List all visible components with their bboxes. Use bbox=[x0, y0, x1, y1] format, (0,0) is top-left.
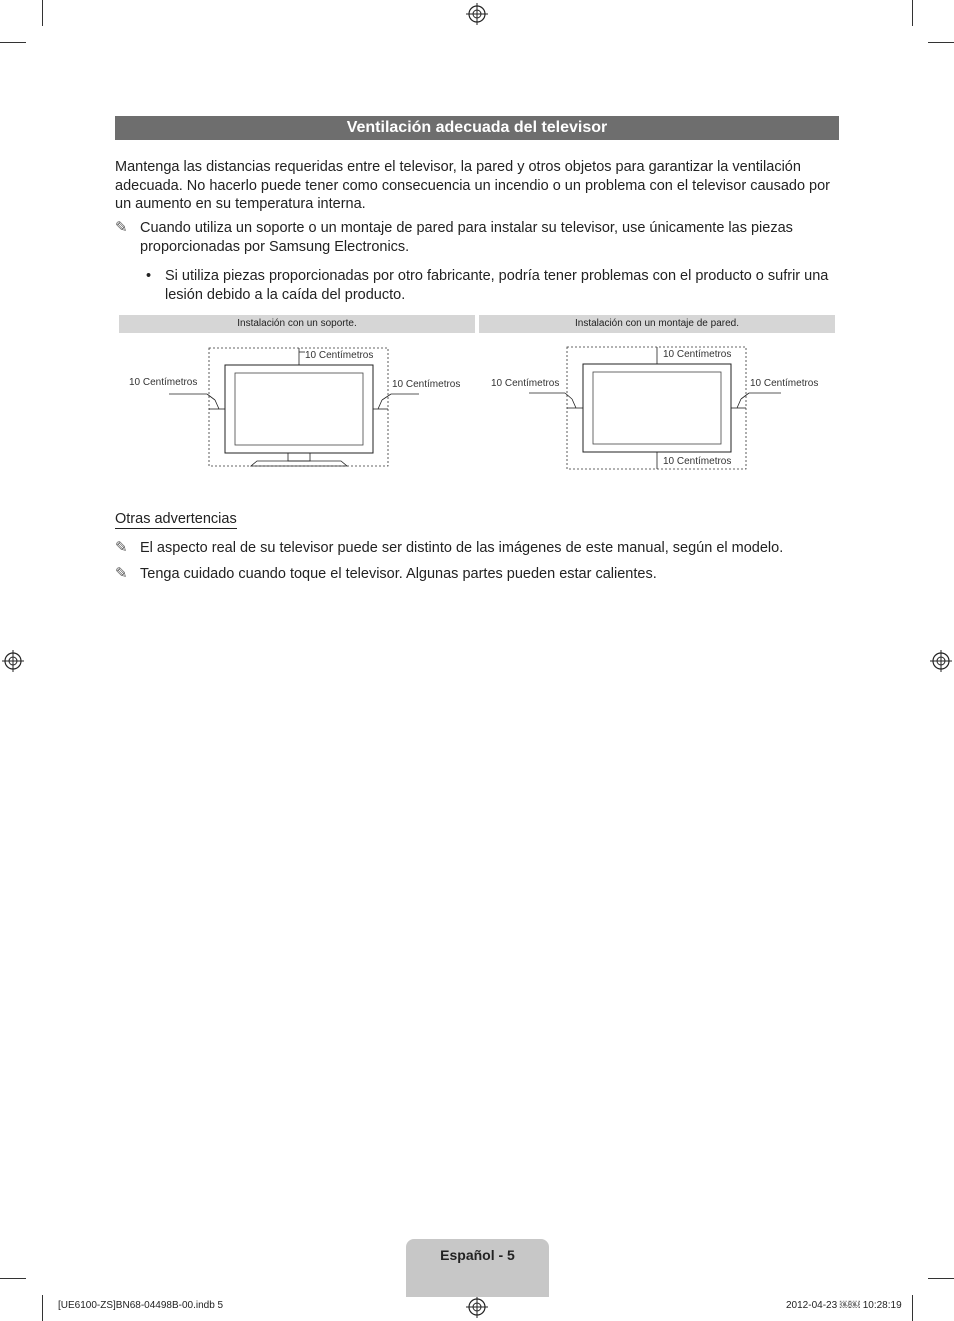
warning-item: El aspecto real de su televisor puede ser distinto de las imágenes de este manual, según el modelo. bbox=[140, 540, 784, 556]
crop-mark bbox=[912, 1295, 913, 1321]
crop-mark bbox=[42, 1295, 43, 1321]
clearance-boundary bbox=[567, 347, 746, 469]
wall-mount-diagram bbox=[479, 340, 835, 472]
note-icon: ✎ bbox=[115, 565, 128, 582]
registration-mark-icon bbox=[2, 650, 24, 672]
stand-installation-diagram bbox=[119, 340, 475, 472]
tv-base bbox=[251, 461, 347, 466]
warnings-title: Otras advertencias bbox=[115, 511, 237, 527]
stand-left-clearance-label: 10 Centímetros bbox=[129, 377, 198, 388]
tv-body bbox=[583, 364, 731, 452]
diagram-title-wall: Instalación con un montaje de pared. bbox=[479, 315, 835, 333]
tv-neck bbox=[288, 453, 310, 461]
stand-right-clearance-label: 10 Centímetros bbox=[392, 379, 461, 390]
wall-bottom-clearance-label: 10 Centímetros bbox=[663, 456, 732, 467]
intro-paragraph: Mantenga las distancias requeridas entre el televisor, la pared y otros objetos para garantizar la ventilación adecuada. No hacerlo puede tener como consecuencia un incendio o un problema con el televisor causado por un aumento en su temperatura interna. bbox=[115, 159, 830, 212]
crop-mark bbox=[0, 42, 26, 43]
crop-mark bbox=[912, 0, 913, 26]
wall-left-clearance-label: 10 Centímetros bbox=[491, 378, 560, 389]
footer-file-info: [UE6100-ZS]BN68-04498B-00.indb 5 bbox=[58, 1300, 224, 1311]
registration-mark-icon bbox=[466, 3, 488, 25]
wall-top-clearance-label: 10 Centímetros bbox=[663, 349, 732, 360]
wall-right-clearance-label: 10 Centímetros bbox=[750, 378, 819, 389]
note-icon: ✎ bbox=[115, 219, 128, 236]
page-number-tab bbox=[406, 1239, 549, 1297]
crop-mark bbox=[928, 1278, 954, 1279]
section-title: Ventilación adecuada del televisor bbox=[115, 116, 839, 140]
clearance-boundary bbox=[209, 348, 388, 466]
diagram-title-stand: Instalación con un soporte. bbox=[119, 315, 475, 333]
note-text: Cuando utiliza un soporte o un montaje de pared para instalar su televisor, use únicamente las piezas proporcionadas por Samsung Electronics. bbox=[140, 220, 793, 255]
crop-mark bbox=[928, 42, 954, 43]
stand-top-clearance-label: 10 Centímetros bbox=[305, 350, 374, 361]
registration-mark-icon bbox=[466, 1296, 488, 1318]
tv-screen bbox=[235, 373, 363, 445]
bullet-text: Si utiliza piezas proporcionadas por otro fabricante, podría tener problemas con el producto o sufrir una lesión debido a la caída del producto. bbox=[165, 268, 829, 303]
tv-body bbox=[225, 365, 373, 453]
note-icon: ✎ bbox=[115, 539, 128, 556]
footer-timestamp: 2012-04-23 ￼￼ 10:28:19 bbox=[786, 1300, 902, 1311]
crop-mark bbox=[0, 1278, 26, 1279]
warning-item: Tenga cuidado cuando toque el televisor. Algunas partes pueden estar calientes. bbox=[140, 566, 657, 582]
crop-mark bbox=[42, 0, 43, 26]
bullet-icon: • bbox=[146, 268, 152, 284]
page-number-label: Español - 5 bbox=[440, 1247, 515, 1263]
tv-screen bbox=[593, 372, 721, 444]
registration-mark-icon bbox=[930, 650, 952, 672]
